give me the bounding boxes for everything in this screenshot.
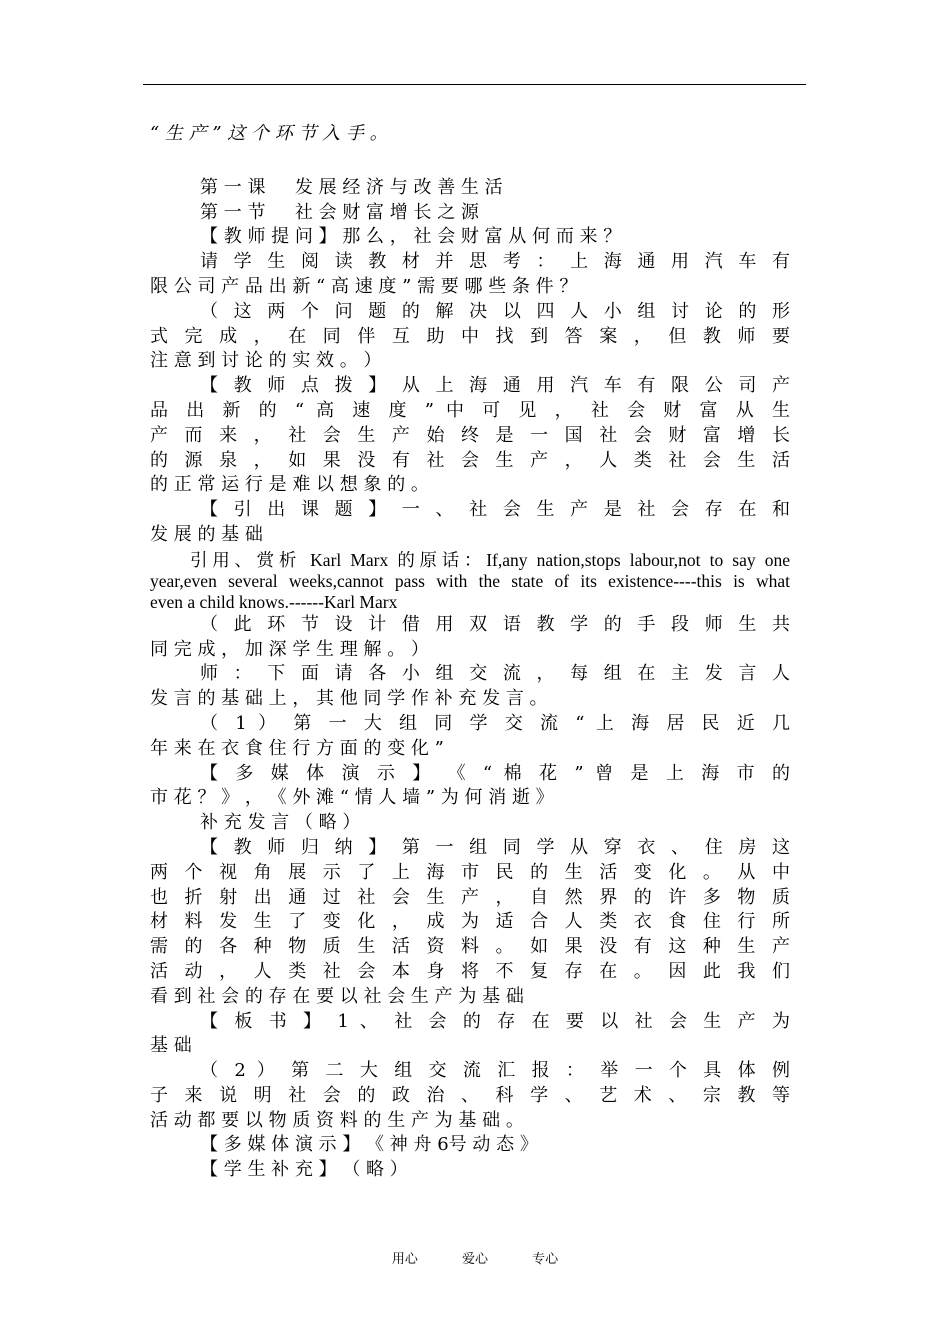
quote-line: year,even several weeks,cannot pass with the state of its existence----this is what — [150, 570, 790, 591]
paragraph-line: 活 动 都 要 以 物 质 资 料 的 生 产 为 基 础 。 — [150, 1109, 524, 1131]
paragraph-group-a — [150, 225, 790, 547]
paragraph-line: 的 源 泉 ， 如 果 没 有 社 会 生 产 ， 人 类 社 会 生 活 — [150, 449, 790, 471]
paragraph-line: 基 础 — [150, 1035, 192, 1057]
paragraph-line: 【 教 师 归 纳 】 第 一 组 同 学 从 穿 衣 、 住 房 这 — [200, 836, 790, 858]
quote-line: 引用、赏析 Karl Marx 的原话：If,any nation,stops labour,not to say one — [190, 549, 790, 570]
paragraph-line: 材 料 发 生 了 变 化 ， 成 为 适 合 人 类 衣 食 住 行 所 — [150, 911, 790, 933]
paragraph-line: （ 2 ） 第 二 大 组 交 流 汇 报 ： 举 一 个 具 体 例 — [200, 1060, 791, 1082]
document-body — [150, 122, 790, 1183]
paragraph-line: 注 意 到 讨 论 的 实 效 。 ） — [150, 350, 382, 372]
quote-line: even a child knows.------Karl Marx — [150, 591, 398, 612]
paragraph-line: 品 出 新 的 “ 高 速 度 ” 中 可 见 ， 社 会 财 富 从 生 — [150, 399, 790, 421]
paragraph-line: 需 的 各 种 物 质 生 活 资 料 。 如 果 没 有 这 种 生 产 — [150, 936, 790, 958]
lesson-title: 第 一 课 发 展 经 济 与 改 善 生 活 — [200, 176, 503, 198]
paragraph-line: 【 多 媒 体 演 示 】 《 神 舟 6号 动 态 》 — [200, 1134, 538, 1156]
section-title: 第 一 节 社 会 财 富 增 长 之 源 — [200, 201, 479, 223]
paragraph-line: （ 这 两 个 问 题 的 解 决 以 四 人 小 组 讨 论 的 形 — [200, 300, 790, 322]
paragraph-line: 同 完 成 ， 加 深 学 生 理 解 。 ） — [150, 638, 429, 660]
paragraph-line: 发 展 的 基 础 — [150, 523, 263, 545]
paragraph-group-b — [150, 613, 790, 1183]
header-rule — [143, 84, 806, 85]
paragraph-line: 限 公 司 产 品 出 新 “ 高 速 度 ” 需 要 哪 些 条 件 ？ — [150, 275, 578, 297]
paragraph-line: 【 引 出 课 题 】 一 、 社 会 生 产 是 社 会 存 在 和 — [200, 499, 790, 521]
paragraph-line: 【 学 生 补 充 】 （ 略 ） — [200, 1159, 408, 1181]
paragraph-line: （ 1 ） 第 一 大 组 同 学 交 流 “ 上 海 居 民 近 几 — [200, 712, 790, 734]
paragraph-line: 市 花 ？ 》 ， 《 外 滩 “ 情 人 墙 ” 为 何 消 逝 》 — [150, 787, 554, 809]
paragraph-line: 的 正 常 运 行 是 难 以 想 象 的 。 — [150, 474, 429, 496]
paragraph-line: 【 教 师 提 问 】 那 么 ， 社 会 财 富 从 何 而 来 ？ — [200, 226, 622, 248]
paragraph-line: 补 充 发 言 （ 略 ） — [200, 812, 361, 834]
footer-text: 用心 — [391, 1252, 418, 1267]
continued-line: “ 生 产 ” 这 个 环 节 入 手 。 — [150, 123, 388, 144]
paragraph-line: 活 动 ， 人 类 社 会 本 身 将 不 复 存 在 。 因 此 我 们 — [150, 960, 790, 982]
paragraph-line: 【 教 师 点 拨 】 从 上 海 通 用 汽 车 有 限 公 司 产 — [200, 375, 790, 397]
quote-block — [150, 550, 790, 613]
paragraph-line: 请 学 生 阅 读 教 材 并 思 考 ： 上 海 通 用 汽 车 有 — [200, 251, 790, 273]
paragraph-line: 师 ： 下 面 请 各 小 组 交 流 ， 每 组 在 主 发 言 人 — [200, 663, 790, 685]
paragraph-line: 看 到 社 会 的 存 在 要 以 社 会 生 产 为 基 础 — [150, 985, 524, 1007]
paragraph-line: 发 言 的 基 础 上 ， 其 他 同 学 作 补 充 发 言 。 — [150, 688, 548, 710]
paragraph-line: 子 来 说 明 社 会 的 政 治 、 科 学 、 艺 术 、 宗 教 等 — [150, 1084, 790, 1106]
paragraph-line: 产 而 来 ， 社 会 生 产 始 终 是 一 国 社 会 财 富 增 长 — [150, 424, 790, 446]
paragraph-line: 两 个 视 角 展 示 了 上 海 市 民 的 生 活 变 化 。 从 中 — [150, 861, 790, 883]
paragraph-line: 式 完 成 ， 在 同 伴 互 助 中 找 到 答 案 ， 但 教 师 要 — [150, 325, 790, 347]
paragraph-line: 【 板 书 】 1 、 社 会 的 存 在 要 以 社 会 生 产 为 — [200, 1010, 791, 1032]
paragraph-line: 也 折 射 出 通 过 社 会 生 产 ， 自 然 界 的 许 多 物 质 — [150, 886, 790, 908]
footer-text: 专心 — [532, 1252, 559, 1267]
paragraph-line: 【 多 媒 体 演 示 】 《 “ 棉 花 ” 曾 是 上 海 市 的 — [200, 762, 790, 784]
footer-text: 爱心 — [461, 1252, 488, 1267]
paragraph-line: （ 此 环 节 设 计 借 用 双 语 教 学 的 手 段 师 生 共 — [200, 613, 790, 635]
paragraph-line: 年 来 在 衣 食 住 行 方 面 的 变 化 ” — [150, 737, 444, 759]
page-footer — [0, 1248, 950, 1267]
